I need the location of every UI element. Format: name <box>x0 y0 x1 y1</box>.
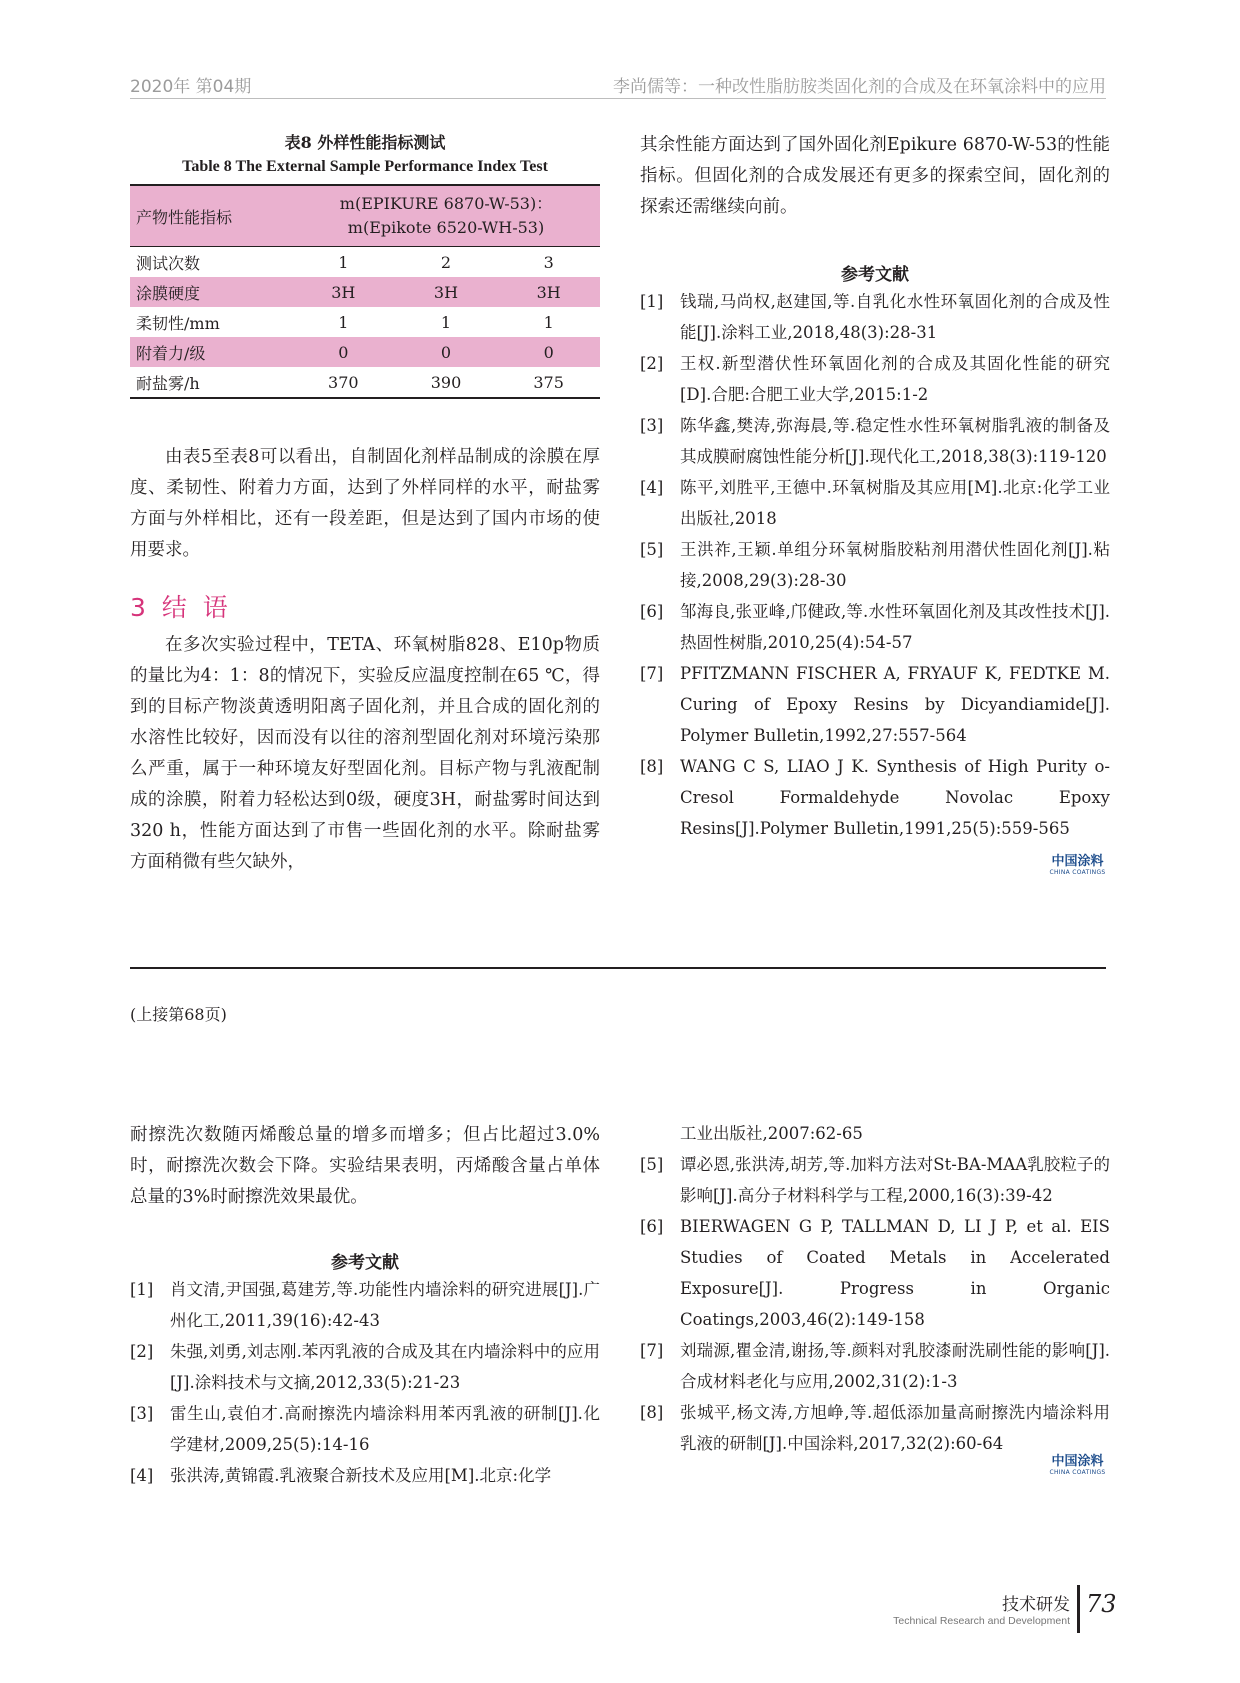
reference-item <box>130 1274 600 1336</box>
table-row <box>130 277 600 307</box>
reference-item <box>640 472 1110 534</box>
reference-item <box>640 1211 1110 1335</box>
table-caption-en: Table 8 The External Sample Performance Index Test <box>182 158 548 175</box>
reference-text: 陈平,刘胜平,王德中.环氧树脂及其应用[M].北京:化学工业出版社,2018 <box>680 478 1110 528</box>
body-paragraph: 由表5至表8可以看出，自制固化剂样品制成的涂膜在厚度、柔韧性、附着力方面，达到了外样同样的水平，耐盐雾方面与外样相比，还有一段差距，但是达到了国内市场的使用要求。 <box>130 447 600 560</box>
header-label: 产物性能指标 <box>130 185 292 247</box>
reference-list <box>130 1274 600 1491</box>
reference-number: [6] <box>640 602 664 621</box>
references-heading: 参考文献 <box>331 1253 399 1273</box>
cell: 3H <box>395 277 498 307</box>
body-paragraph: 其余性能方面达到了国外固化剂Epikure 6870-W-53的性能指标。但固化剂的合成发展还有更多的探索空间，固化剂的探索还需继续向前。 <box>640 135 1110 217</box>
cell: 375 <box>497 367 600 398</box>
running-title: 李尚儒等：一种改性脂肪胺类固化剂的合成及在环氧涂料中的应用 <box>613 77 1106 97</box>
logo-text-cn: 中国涂料 <box>1051 1454 1104 1469</box>
row-label: 测试次数 <box>136 253 201 273</box>
reference-text: 张城平,杨文涛,方旭峥,等.超低添加量高耐擦洗内墙涂料用乳液的研制[J].中国涂料,2017,32(2):60-64 <box>680 1403 1110 1453</box>
reference-number: [8] <box>640 757 664 776</box>
reference-text: 王洪祚,王颖.单组分环氧树脂胶粘剂用潜伏性固化剂[J].粘接,2008,29(3):28-30 <box>680 540 1110 590</box>
table-header-row <box>130 185 600 247</box>
reference-number: [2] <box>640 354 664 373</box>
cell: 0 <box>395 337 498 367</box>
reference-item <box>640 658 1110 751</box>
reference-item <box>640 1335 1110 1397</box>
reference-item <box>640 534 1110 596</box>
row-label: 附着力/级 <box>130 337 292 367</box>
logo-text-cn: 中国涂料 <box>1051 854 1104 869</box>
reference-text: 王权.新型潜伏性环氧固化剂的合成及其固化性能的研究[D].合肥:合肥工业大学,2015:1-2 <box>680 354 1110 404</box>
cell: 3 <box>543 252 554 272</box>
row-label: 耐盐雾/h <box>130 367 292 398</box>
cell: 3H <box>497 277 600 307</box>
table-row <box>130 247 600 278</box>
reference-number: [3] <box>130 1404 154 1423</box>
reference-text: WANG C S, LIAO J K. Synthesis of High Purity o-Cresol Formaldehyde Novolac Epoxy Resins[J].Polymer Bulletin,1991,25(5):559-565 <box>680 757 1110 838</box>
section-heading: 3 结 语 <box>130 593 232 622</box>
table-row <box>130 367 600 398</box>
reference-number: [2] <box>130 1342 154 1361</box>
reference-item <box>640 1118 1110 1149</box>
reference-item <box>640 286 1110 348</box>
article-divider <box>130 967 1106 969</box>
reference-number: [1] <box>130 1280 154 1299</box>
cell: 0 <box>497 337 600 367</box>
reference-text: 谭必恩,张洪涛,胡芳,等.加料方法对St-BA-MAA乳胶粒子的影响[J].高分子材料科学与工程,2000,16(3):39-42 <box>680 1155 1110 1205</box>
reference-number: [5] <box>640 1155 664 1174</box>
reference-text: 工业出版社,2007:62-65 <box>680 1124 863 1143</box>
reference-list <box>640 1118 1110 1459</box>
reference-number: [6] <box>640 1217 664 1236</box>
reference-text: 张洪涛,黄锦霞.乳液聚合新技术及应用[M].北京:化学 <box>170 1466 552 1485</box>
body-paragraph: 耐擦洗次数随丙烯酸总量的增多而增多；但占比超过3.0%时，耐擦洗次数会下降。实验结果表明，丙烯酸含量占单体总量的3%时耐擦洗效果最优。 <box>130 1125 600 1207</box>
table-row <box>130 337 600 367</box>
references-heading: 参考文献 <box>841 265 909 285</box>
china-coatings-logo <box>1040 855 1115 877</box>
row-label: 柔韧性/mm <box>136 313 220 333</box>
table-row <box>130 307 600 337</box>
reference-text: BIERWAGEN G P, TALLMAN D, LI J P, et al. EIS Studies of Coated Metals in Accelerated Exposure[J]. Progress in Organic Coatings,2003,46(2):149-158 <box>680 1217 1110 1329</box>
reference-item <box>640 1149 1110 1211</box>
cell: 370 <box>292 367 395 398</box>
reference-list <box>640 286 1110 844</box>
page-number-bar <box>1077 1585 1080 1633</box>
header-ratio <box>292 185 600 247</box>
header-ratio-line2: m(Epikote 6520-WH-53) <box>347 218 545 237</box>
header-ratio-line1: m(EPIKURE 6870-W-53)： <box>339 194 553 213</box>
reference-item <box>640 596 1110 658</box>
page-number: 73 <box>1086 1590 1117 1618</box>
reference-item <box>640 751 1110 844</box>
reference-number: [7] <box>640 664 664 683</box>
reference-text: PFITZMANN FISCHER A, FRYAUF K, FEDTKE M. Curing of Epoxy Resins by Dicyandiamide[J]. Polymer Bulletin,1992,27:557-564 <box>680 664 1110 745</box>
reference-item <box>640 410 1110 472</box>
reference-item <box>640 1397 1110 1459</box>
cell: 0 <box>292 337 395 367</box>
reference-number: [8] <box>640 1403 664 1422</box>
cell: 3H <box>292 277 395 307</box>
row-label: 涂膜硬度 <box>130 277 292 307</box>
performance-table <box>130 184 600 399</box>
china-coatings-logo <box>1040 1455 1115 1477</box>
cell: 1 <box>338 252 349 272</box>
reference-text: 雷生山,袁伯才.高耐擦洗内墙涂料用苯丙乳液的研制[J].化学建材,2009,25(5):14-16 <box>170 1404 600 1454</box>
body-paragraph: 在多次实验过程中，TETA、环氧树脂828、E10p物质的量比为4：1：8的情况下，实验反应温度控制在65 ℃，得到的目标产物淡黄透明阳离子固化剂，并且合成的固化剂的水溶性比较好，因而没有以往的溶剂型固化剂对环境污染那么严重，属于一种环境友好型固化剂。目标产物与乳液配制成的涂膜，附着力轻松达到0级，硬度3H，耐盐雾时间达到320 h，性能方面达到了市售一些固化剂的水平。除耐盐雾方面稍微有些欠缺外， <box>130 635 600 872</box>
reference-text: 肖文清,尹国强,葛建芳,等.功能性内墙涂料的研究进展[J].广州化工,2011,39(16):42-43 <box>170 1280 600 1330</box>
reference-text: 朱强,刘勇,刘志刚.苯丙乳液的合成及其在内墙涂料中的应用[J].涂料技术与文摘,2012,33(5):21-23 <box>170 1342 600 1392</box>
logo-text-en: CHINA COATINGS <box>1049 869 1106 876</box>
footer-section-cn: 技术研发 <box>1002 1595 1070 1615</box>
cell: 1 <box>543 312 554 332</box>
reference-number: [7] <box>640 1341 664 1360</box>
continued-note: (上接第68页) <box>130 1005 227 1024</box>
reference-text: 刘瑞源,瞿金清,谢扬,等.颜料对乳胶漆耐洗刷性能的影响[J].合成材料老化与应用,2002,31(2):1-3 <box>680 1341 1110 1391</box>
reference-number: [4] <box>130 1466 154 1485</box>
logo-text-en: CHINA COATINGS <box>1049 1469 1106 1476</box>
journal-issue: 2020年 第04期 <box>130 77 252 97</box>
cell: 1 <box>440 312 452 332</box>
header-rule <box>130 98 1106 99</box>
reference-text: 陈华鑫,樊涛,弥海晨,等.稳定性水性环氧树脂乳液的制备及其成膜耐腐蚀性能分析[J].现代化工,2018,38(3):119-120 <box>680 416 1110 466</box>
reference-number: [5] <box>640 540 664 559</box>
reference-item <box>130 1336 600 1398</box>
cell: 1 <box>338 312 349 332</box>
cell: 2 <box>440 252 452 272</box>
reference-item <box>130 1460 600 1491</box>
reference-number: [4] <box>640 478 664 497</box>
reference-item <box>130 1398 600 1460</box>
cell: 390 <box>395 367 498 398</box>
reference-text: 钱瑞,马尚权,赵建国,等.自乳化水性环氧固化剂的合成及性能[J].涂料工业,2018,48(3):28-31 <box>680 292 1110 342</box>
reference-number: [3] <box>640 416 664 435</box>
reference-item <box>640 348 1110 410</box>
reference-text: 邹海良,张亚峰,邝健政,等.水性环氧固化剂及其改性技术[J].热固性树脂,2010,25(4):54-57 <box>680 602 1110 652</box>
footer-section-en: Technical Research and Development <box>893 1615 1070 1627</box>
reference-number: [1] <box>640 292 664 311</box>
table-caption-cn: 表8 外样性能指标测试 <box>284 133 446 152</box>
